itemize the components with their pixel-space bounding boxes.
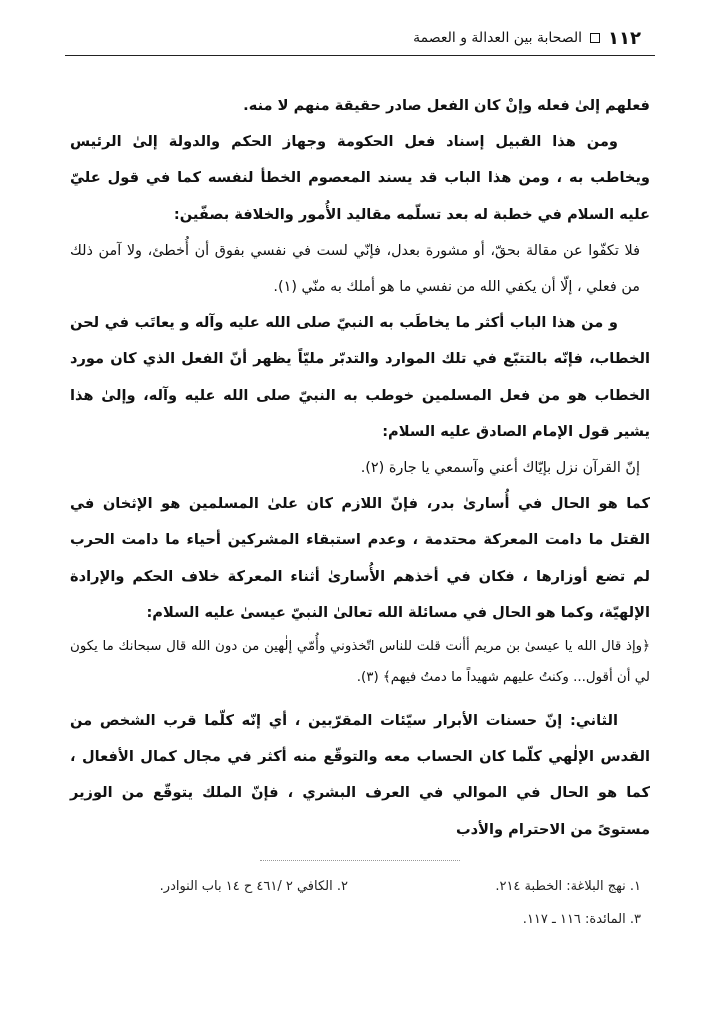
spacer [70, 693, 650, 703]
running-title: الصحابة بين العدالة و العصمة [413, 30, 583, 46]
page-header [60, 25, 641, 51]
square-bullet-icon [590, 33, 600, 43]
footnote-1: ١. نهج البلاغة: الخطبة ٢١٤. [495, 879, 641, 894]
paragraph: ومن هذا القبيل إسناد فعل الحكومة وجهاز الحكم والدولة إلىٰ الرئيس ويخاطب به ، ومن هذا الباب قد يسند المعصوم الخطأ لنفسه كما في قول عليّ عليه السلام في خطبة له بعد تسلّمه مقاليد الأُمور والخلافة بصفّين: [70, 133, 650, 223]
paragraph: فعلهم إلىٰ فعله وإنْ كان الفعل صادر حقيقة منهم لا منه. [243, 97, 650, 114]
page-number: ١١٢ [608, 27, 641, 49]
quran-verse: ﴿وإذ قال الله يا عيسىٰ بن مريم أأنت قلت للناس اتّخذوني وأُمّي إلٰهين من دون الله قال سبحانك ما يكون لي أن أقول... وكنتُ عليهم شهيداً ما دمتُ فيهم﴾ (٣). [70, 639, 650, 686]
header-rule [65, 55, 655, 56]
quotation: إنّ القرآن نزل بإيّاك أعني وآسمعي يا جارة (٢). [360, 460, 640, 477]
paragraph: الثاني: إنّ حسنات الأبرار سيّئات المقرّبين ، أي إنّه كلّما قرب الشخص من القدس الإلٰهي كلّما كان الحساب معه والتوقّع منه أكثر في مجال كمال الأفعال ، كما هو الحال في الموالي في العرف البشري ، فإنّ الملك يتوقّع من الوزير مستوىً من الاحترام والأدب [70, 712, 650, 838]
paragraph: كما هو الحال في أُسارىٰ بدر، فإنّ اللازم كان علىٰ المسلمين هو الإثخان في القتل ما دامت المعركة محتدمة ، وعدم استبقاء المشركين أحياء ما دامت الحرب لم تضع أوزارها ، فكان في أخذهم الأُسارىٰ أثناء المعركة خلاف الحكم والإرادة الإلهيّة، وكما هو الحال في مسائلة الله تعالىٰ النبيّ عيسىٰ عليه السلام: [70, 495, 650, 621]
footnote-3: ٣. المائدة: ١١٦ ـ ١١٧. [522, 912, 641, 927]
paragraph: و من هذا الباب أكثر ما يخاطَب به النبيّ صلى الله عليه وآله و يعاتَب في لحن الخطاب، فإنّه بالتتبّع في تلك الموارد والتدبّر مليّاً يظهر أنّ الفعل الذي كان مورد الخطاب هو من فعل المسلمين خوطب به النبيّ صلى الله عليه وآله، وإلىٰ هذا يشير قول الإمام الصادق عليه السلام: [70, 314, 650, 440]
footnote-separator [260, 860, 460, 861]
body-text [70, 88, 650, 848]
footnote-2: ٢. الكافي ٢ /٤٦١ ح ١٤ باب النوادر. [159, 879, 348, 894]
quotation: فلا تكفّوا عن مقالة بحقّ، أو مشورة بعدل، فإنّي لست في نفسي بفوق أن أُخطئ، ولا آمن ذلك من فعلي ، إلّا أن يكفي الله من نفسي ما هو أملك به منّي (١). [70, 242, 640, 296]
